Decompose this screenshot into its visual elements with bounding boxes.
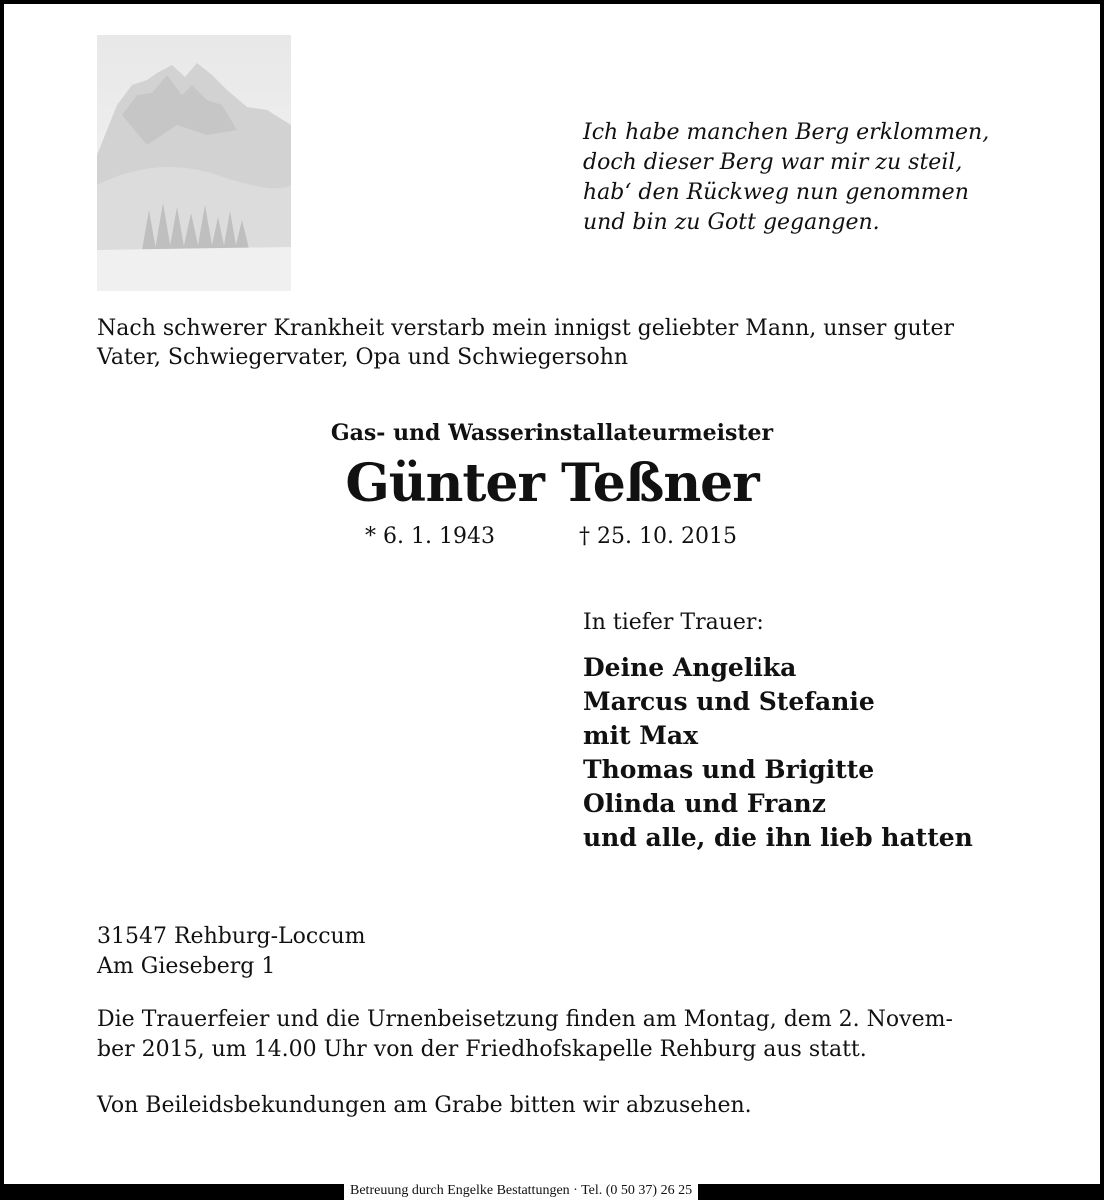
address [97,922,366,982]
mourner-name: Olinda und Franz [583,789,826,818]
intro-line: Vater, Schwiegervater, Opa und Schwiegersohn [97,345,629,370]
mountain-landscape-icon [97,35,291,291]
ceremony-line: ber 2015, um 14.00 Uhr von der Friedhofskapelle Rehburg aus statt. [97,1037,867,1062]
address-line: Am Gieseberg 1 [97,954,276,979]
birth-date: * 6. 1. 1943 [365,524,495,549]
mourner-name: mit Max [583,721,698,750]
ceremony-line: Die Trauerfeier und die Urnenbeisetzung finden am Montag, dem 2. Novem- [97,1007,953,1032]
poem-line: Ich habe manchen Berg erklommen, [583,120,990,145]
footer-credit: Betreuung durch Engelke Bestattungen · Tel. (0 50 37) 26 25 [344,1181,698,1200]
mourner-name: und alle, die ihn lieb hatten [583,823,973,852]
death-date: † 25. 10. 2015 [579,524,737,549]
mourner-name: Marcus und Stefanie [583,687,875,716]
address-line: 31547 Rehburg-Loccum [97,924,366,949]
poem-line: hab‘ den Rückweg nun genommen [583,180,969,205]
poem [583,118,989,238]
mourners-list [583,651,973,855]
mourning-label: In tiefer Trauer: [583,610,764,635]
mourner-name: Deine Angelika [583,653,797,682]
deceased-name: Günter Teßner [345,453,759,514]
condolence-note: Von Beileidsbekundungen am Grabe bitten wir abzusehen. [97,1093,752,1118]
poem-line: doch dieser Berg war mir zu steil, [583,150,963,175]
intro-text [97,314,1017,372]
mourner-name: Thomas und Brigitte [583,755,875,784]
ceremony-text [97,1005,953,1065]
poem-line: und bin zu Gott gegangen. [583,210,880,235]
profession-title: Gas- und Wasserinstallateurmeister [330,420,774,446]
intro-line: Nach schwerer Krankheit verstarb mein innigst geliebter Mann, unser guter [97,316,955,341]
